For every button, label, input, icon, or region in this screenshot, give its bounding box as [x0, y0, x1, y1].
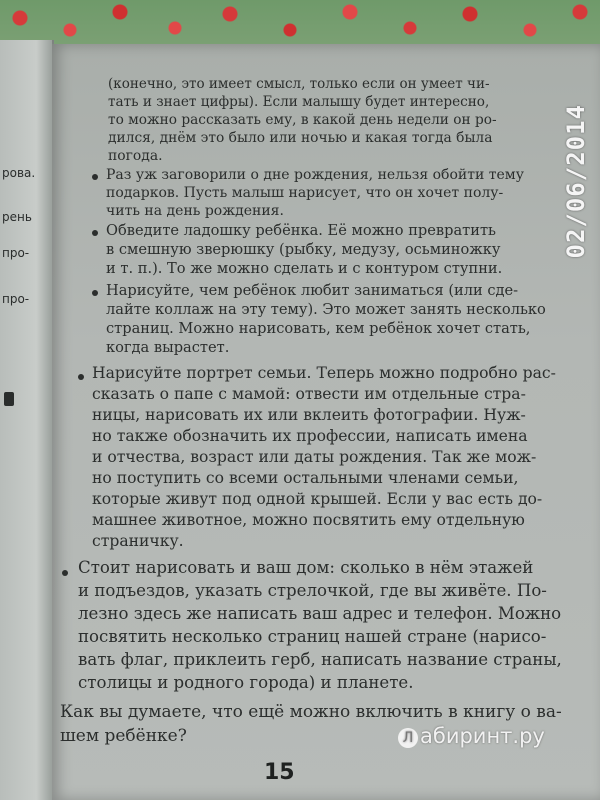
date-stamp: 02/06/2014 [562, 104, 590, 259]
text-line: и отчества, возраст или даты рождения. Так же мож- [92, 448, 537, 466]
bullet-marker [92, 290, 98, 296]
page-text [52, 44, 600, 800]
question-line: Как вы думаете, что ещё можно включить в книгу о ва- [60, 702, 562, 722]
text-line: когда вырастет. [106, 339, 230, 356]
text-line: но также обозначить их профессии, написать имена [92, 427, 528, 445]
text-line: Нарисуйте портрет семьи. Теперь можно подробно рас- [92, 364, 556, 382]
text-line: столицы и родного города) и планете. [78, 673, 414, 692]
text-line: в смешную зверюшку (рыбку, медузу, осьминожку [106, 241, 501, 258]
text-line: которые живут под одной крышей. Если у вас есть до- [92, 490, 543, 508]
text-line: Раз уж заговорили о дне рождения, нельзя обойти тему [106, 167, 524, 183]
text-line: сказать о папе с мамой: отвести им отдельные стра- [92, 385, 526, 403]
text-line: Нарисуйте, чем ребёнок любит заниматься (или сде- [106, 282, 519, 299]
text-line: страниц. Можно нарисовать, кем ребёнок хочет стать, [106, 320, 531, 337]
bullet-marker [62, 570, 68, 576]
text-line: и т. п.). То же можно сделать и с контуром ступни. [106, 260, 503, 277]
left-page-fragment: про- [2, 292, 30, 306]
text-line: лайте коллаж на эту тему). Это может занять несколько [106, 301, 546, 318]
left-page-edge [0, 40, 54, 800]
text-line: Стоит нарисовать и ваш дом: сколько в нём этажей [78, 558, 534, 577]
text-line: и подъездов, указать стрелочкой, где вы живёте. По- [78, 581, 547, 600]
left-page-fragment: рень [2, 210, 32, 224]
text-line: тать и знает цифры). Если малышу будет интересно, [108, 94, 490, 110]
text-line: вать флаг, приклеить герб, написать название страны, [78, 650, 562, 669]
text-line: дился, днём это было или ночью и какая тогда была [108, 130, 493, 146]
text-line: машнее животное, можно посвятить ему отдельную [92, 511, 525, 529]
left-page-fragment: про- [2, 246, 30, 260]
text-line: подарков. Пусть малыш нарисует, что он хочет полу- [106, 185, 504, 201]
text-line: Обведите ладошку ребёнка. Её можно превратить [106, 222, 496, 239]
bullet-marker [92, 230, 98, 236]
text-line: ницы, нарисовать их или вклеить фотографии. Нуж- [92, 406, 526, 424]
book-page [52, 44, 600, 800]
left-page-fragment: рова. [2, 166, 36, 180]
text-line: посвятить несколько страниц нашей стране (нарисо- [78, 627, 547, 646]
bullet-marker [92, 174, 98, 180]
watermark [398, 724, 545, 748]
watermark-text: абиринт.ру [420, 724, 545, 748]
left-page-mark [4, 392, 14, 406]
page-number: 15 [264, 760, 295, 785]
text-line: чить на день рождения. [106, 203, 284, 219]
text-line: то можно рассказать ему, в какой день недели он ро- [108, 112, 497, 128]
text-line: страничку. [92, 532, 184, 550]
question-line: шем ребёнке? [60, 726, 187, 746]
text-line: погода. [108, 148, 163, 164]
bullet-marker [78, 374, 84, 380]
text-line: но поступить со всеми остальными членами семьи, [92, 469, 519, 487]
text-line: (конечно, это имеет смысл, только если он умеет чи- [108, 76, 490, 92]
labirint-logo-icon: Л [398, 728, 418, 748]
text-line: лезно здесь же написать ваш адрес и телефон. Можно [78, 604, 562, 623]
